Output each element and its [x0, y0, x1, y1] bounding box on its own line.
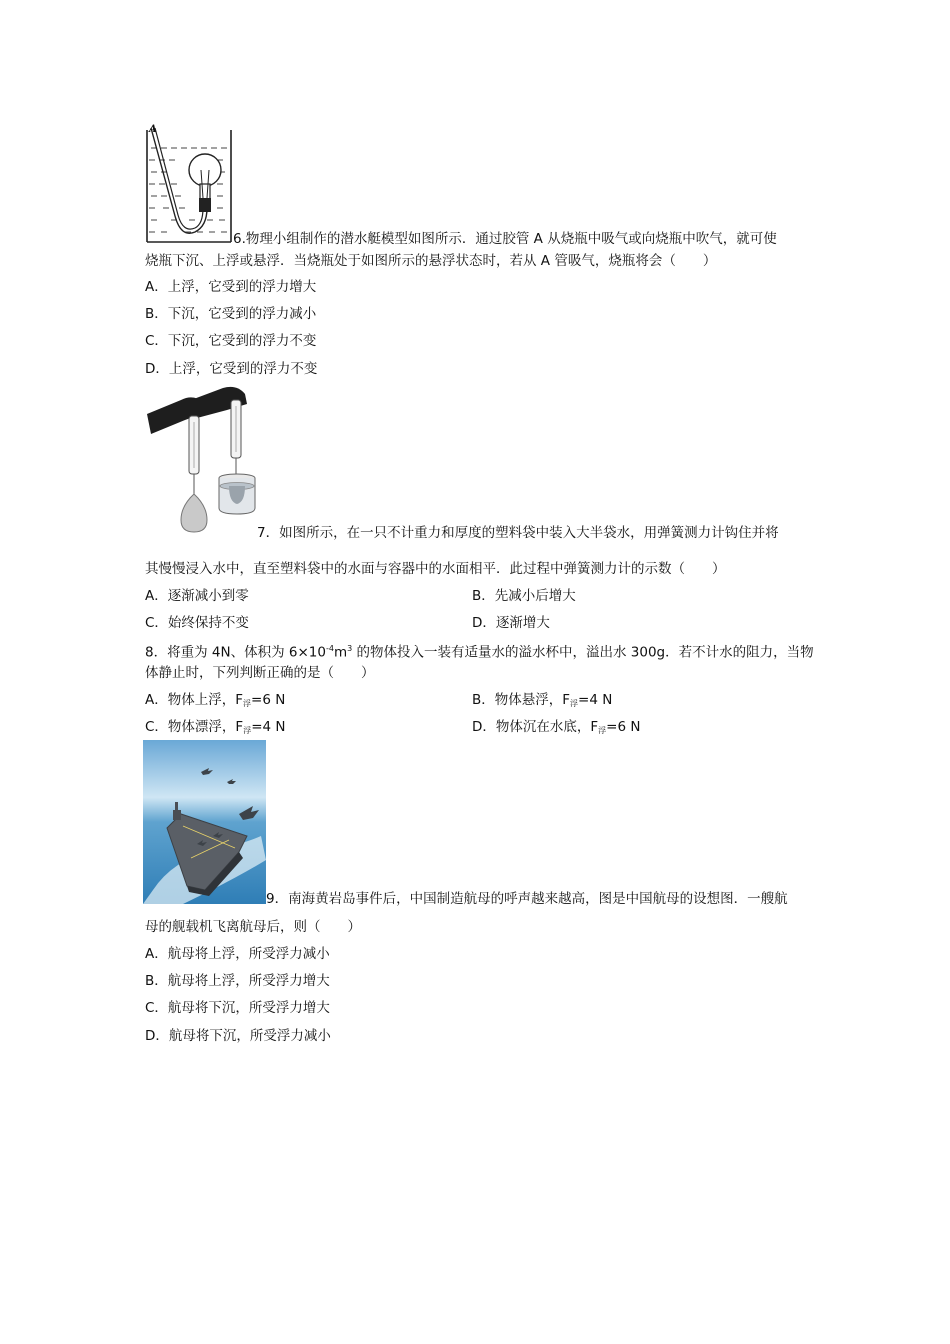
- q8-option-a-value: =6 N: [251, 692, 286, 708]
- q8-option-a-sub: 浮: [243, 699, 252, 708]
- q8-stem-line2: 体静止时，下列判断正确的是（ ）: [145, 665, 375, 681]
- q8-option-b-value: =4 N: [578, 692, 613, 708]
- q8-option-d-sub: 浮: [598, 726, 607, 735]
- flask-in-water-icon: [145, 126, 233, 244]
- q8-option-d-value: =6 N: [606, 719, 641, 735]
- q8-text-c: 的物体投入一装有适量水的溢水杯中，溢出水 300g．若不计水的阻力，当物: [352, 644, 814, 661]
- q6-stem-line2: 烧瓶下沉、上浮或悬浮．当烧瓶处于如图所示的悬浮状态时，若从 A 管吸气，烧瓶将会（ ）: [145, 253, 717, 269]
- q7-option-a[interactable]: A．逐渐减小到零: [145, 588, 249, 604]
- q8-stem-line1: [145, 640, 814, 662]
- q9-option-d[interactable]: D．航母将下沉，所受浮力减小: [145, 1028, 331, 1044]
- q6-number: 6.: [233, 231, 246, 247]
- q9-stem-text-1: 南海黄岩岛事件后，中国制造航母的呼声越来越高，图是中国航母的设想图．一艘航: [288, 891, 788, 907]
- q8-unit-exponent: 3: [347, 644, 353, 653]
- q7-stem-line1: [257, 524, 779, 542]
- q8-option-b-text: B．物体悬浮，F: [472, 692, 571, 708]
- q7-stem-text-1: 如图所示，在一只不计重力和厚度的塑料袋中装入大半袋水，用弹簧测力计钩住并将: [279, 525, 779, 541]
- q9-number: 9．: [266, 891, 289, 907]
- q7-figure-spring-scale: [145, 386, 257, 538]
- q9-option-c[interactable]: C．航母将下沉，所受浮力增大: [145, 1000, 330, 1016]
- q8-option-d[interactable]: [472, 718, 640, 740]
- q7-stem-line2: 其慢慢浸入水中，直至塑料袋中的水面与容器中的水面相平．此过程中弹簧测力计的示数（ ）: [145, 561, 726, 577]
- q7-number: 7．: [257, 525, 280, 541]
- spring-scale-bag-icon: [145, 386, 257, 538]
- q8-option-d-text: D．物体沉在水底，F: [472, 719, 599, 735]
- q6-stem-text-1: 物理小组制作的潜水艇模型如图所示．通过胶管 A 从烧瓶中吸气或向烧瓶中吹气，就可使: [245, 231, 777, 247]
- q8-text-a: 8．将重为 4N、体积为 6×10: [145, 644, 326, 661]
- q9-stem-line2: 母的舰载机飞离航母后，则（ ）: [145, 919, 361, 935]
- q6-option-b[interactable]: B．下沉，它受到的浮力减小: [145, 306, 317, 322]
- q8-option-b-sub: 浮: [570, 699, 579, 708]
- q8-unit: m: [333, 644, 348, 661]
- q8-option-c-sub: 浮: [243, 726, 252, 735]
- q7-option-b[interactable]: B．先减小后增大: [472, 588, 576, 604]
- q9-option-a[interactable]: A．航母将上浮，所受浮力减小: [145, 946, 330, 962]
- q8-option-a-text: A．物体上浮，F: [145, 692, 244, 708]
- q8-option-c-text: C．物体漂浮，F: [145, 719, 244, 735]
- q9-stem-line1: [266, 890, 788, 908]
- q6-stem-line1: [233, 230, 777, 248]
- q6-figure-submarine-model: [145, 126, 233, 244]
- tube-label-a: A: [149, 124, 157, 135]
- q8-option-c[interactable]: [145, 718, 286, 740]
- aircraft-carrier-icon: [143, 740, 266, 904]
- q6-option-c[interactable]: C．下沉，它受到的浮力不变: [145, 333, 317, 349]
- q6-option-d[interactable]: D．上浮，它受到的浮力不变: [145, 361, 318, 377]
- q8-exponent: -4: [325, 644, 334, 653]
- q7-option-d[interactable]: D．逐渐增大: [472, 615, 550, 631]
- q8-option-b[interactable]: [472, 691, 612, 713]
- q8-option-a[interactable]: [145, 691, 285, 713]
- q6-option-a[interactable]: A．上浮，它受到的浮力增大: [145, 279, 317, 295]
- q7-option-c[interactable]: C．始终保持不变: [145, 615, 249, 631]
- q8-option-c-value: =4 N: [251, 719, 286, 735]
- q9-option-b[interactable]: B．航母将上浮，所受浮力增大: [145, 973, 330, 989]
- q9-figure-aircraft-carrier: [143, 740, 266, 904]
